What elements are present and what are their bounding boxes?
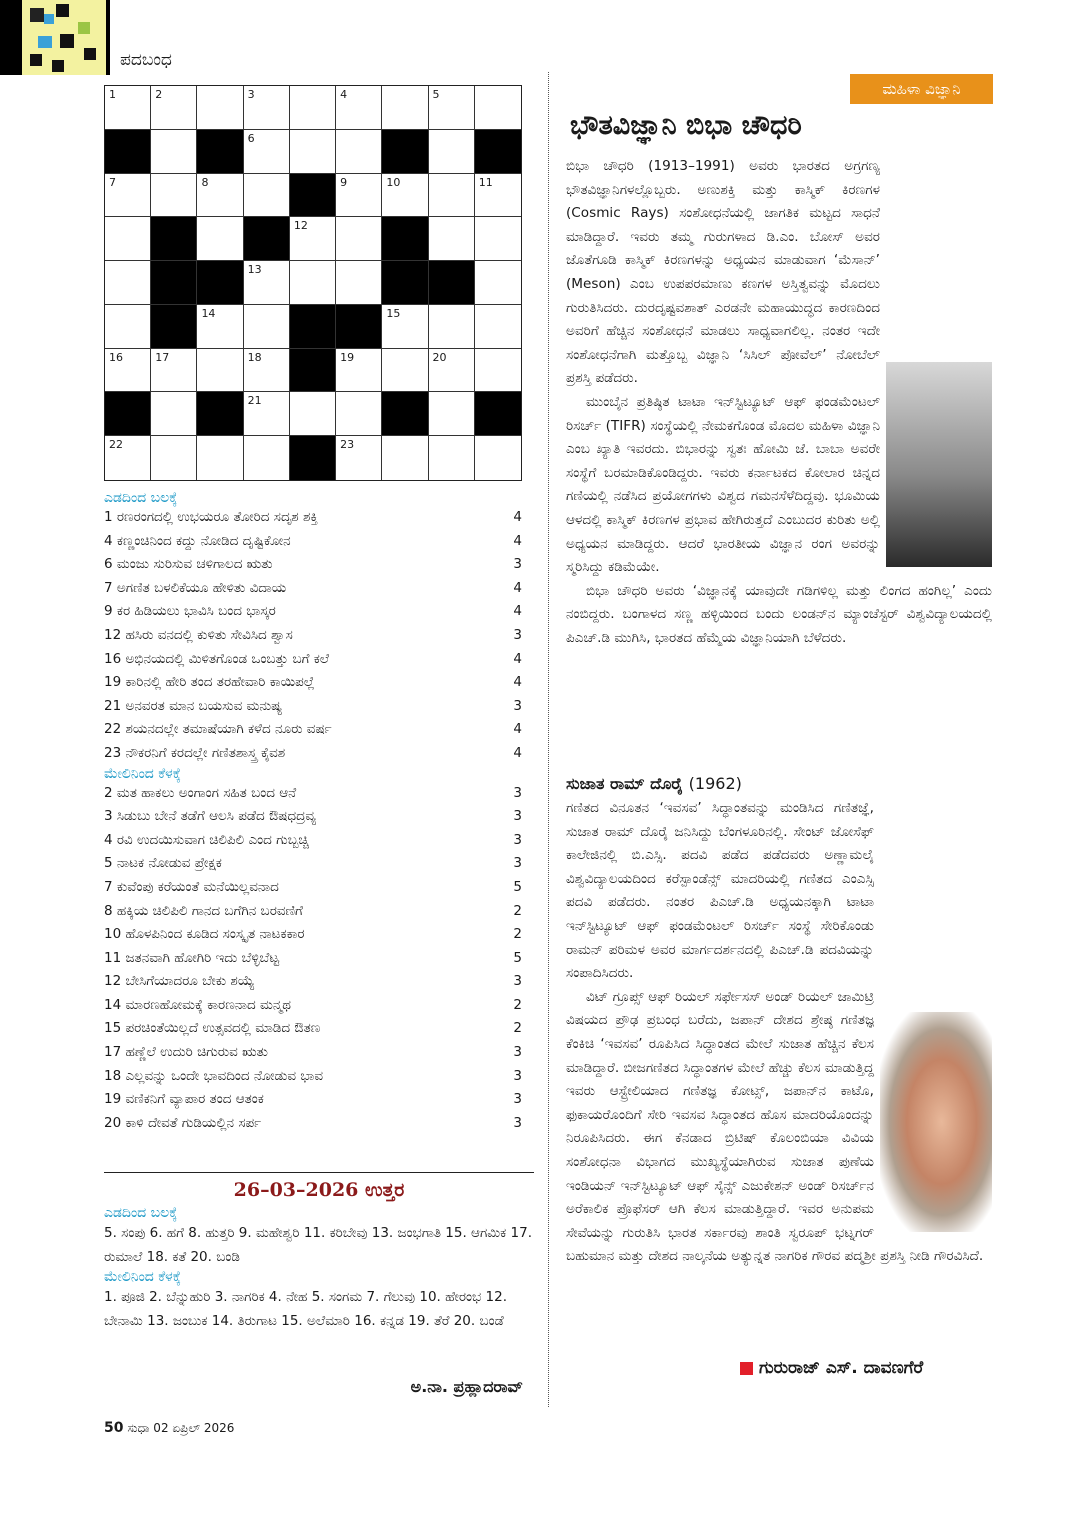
- grid-cell[interactable]: [475, 217, 521, 261]
- clue-row: [104, 1088, 522, 1112]
- grid-cell[interactable]: [475, 86, 521, 130]
- black-cell: [336, 305, 382, 349]
- grid-cell[interactable]: [105, 261, 151, 305]
- grid-cell[interactable]: [336, 392, 382, 436]
- clue-length: 2: [513, 1020, 522, 1037]
- clue-text: 8 ಹಕ್ಕಿಯ ಚಿಲಿಪಿಲಿ ಗಾನದ ಬಗೆಗಿನ ಬರವಣಿಗೆ: [104, 902, 303, 919]
- grid-cell[interactable]: [105, 217, 151, 261]
- clue-text: 5 ನಾಟಕ ನೋಡುವ ಪ್ರೇಕ್ಷಕ: [104, 855, 222, 872]
- photo-spacer: [874, 1012, 992, 1237]
- black-cell: [475, 392, 521, 436]
- across-clue-list: [104, 506, 522, 766]
- clue-row: [104, 600, 522, 624]
- clue-text: 12 ಹಸಿರು ವನದಲ್ಲಿ ಕುಳಿತು ಸೇವಿಸಿದ ಶ್ವಾಸ: [104, 626, 293, 643]
- answers-title: 26–03–2026 ಉತ್ತರ: [104, 1172, 534, 1201]
- clue-text: 2 ಮತ ಹಾಕಲು ಅಂಗಾಂಗ ಸಹಿತ ಬಂದ ಆನೆ: [104, 784, 297, 801]
- cell-number: 21: [247, 394, 262, 408]
- black-cell: [382, 217, 428, 261]
- grid-cell[interactable]: [475, 436, 521, 480]
- grid-cell[interactable]: [290, 86, 336, 130]
- grid-cell[interactable]: [429, 174, 475, 218]
- clue-length: 4: [513, 721, 522, 738]
- clue-row: [104, 1041, 522, 1065]
- black-cell: [290, 174, 336, 218]
- grid-cell[interactable]: [382, 174, 428, 218]
- grid-cell[interactable]: [197, 86, 243, 130]
- clue-row: [104, 923, 522, 947]
- clue-length: 4: [513, 650, 522, 667]
- black-cell: [382, 261, 428, 305]
- clue-row: [104, 671, 522, 695]
- grid-cell[interactable]: [244, 349, 290, 393]
- grid-cell[interactable]: [290, 261, 336, 305]
- clue-length: 4: [513, 603, 522, 620]
- bibha-para-3: ಬಿಭಾ ಚೌಧರಿ ಅವರು ‘ವಿಜ್ಞಾನಕ್ಕೆ ಯಾವುದೇ ಗಡಿಗಳಿಲ್ಲ ಮತ್ತು ಲಿಂಗದ ಹಂಗಿಲ್ಲ’ ಎಂದು ನಂಬಿದ್ದರು. ಬಂಗಾಳದ ಸಣ್ಣ ಹಳ್ಳಿಯಿಂದ ಬಂದು ಲಂಡನ್‌ನ ಮ್ಯಾಂಚೆಸ್ಟರ್ ವಿಶ್ವವಿದ್ಯಾಲಯದಲ್ಲಿ ಪಿಎಚ್.ಡಿ ಮುಗಿಸಿ, ಭಾರತದ ಹೆಮ್ಮೆಯ ವಿಜ್ಞಾನಿಯಾಗಿ ಬೆಳೆದರು.: [566, 582, 992, 646]
- cell-number: 13: [247, 263, 262, 277]
- grid-cell[interactable]: [336, 86, 382, 130]
- black-cell: [105, 392, 151, 436]
- black-cell: [382, 130, 428, 174]
- grid-cell[interactable]: [336, 130, 382, 174]
- cell-number: 17: [155, 350, 170, 364]
- cell-number: 2: [155, 88, 163, 101]
- clue-text: 12 ಬೇಸಿಗೆಯಾದರೂ ಬೇಕು ಶಯ್ಯೆ: [104, 973, 255, 990]
- grid-cell[interactable]: [429, 349, 475, 393]
- grid-cell[interactable]: [105, 174, 151, 218]
- grid-cell[interactable]: [151, 130, 197, 174]
- black-cell: [197, 130, 243, 174]
- grid-cell[interactable]: [197, 305, 243, 349]
- grid-cell[interactable]: [290, 392, 336, 436]
- clue-row: [104, 695, 522, 719]
- article-title: ಭೌತವಿಜ್ಞಾನಿ ಬಿಭಾ ಚೌಧರಿ: [570, 110, 802, 141]
- cell-number: 20: [432, 350, 447, 364]
- bibha-article: [566, 155, 992, 650]
- down-clue-list: [104, 782, 522, 1136]
- sujatha-name: ಸುಜಾತ ರಾಮ್ ದೊರೈ: [566, 774, 684, 793]
- cell-number: 8: [201, 175, 209, 189]
- clue-text: 11 ಜತನವಾಗಿ ಹೋಗಿರಿ ಇದು ಬೆಳ್ಳಿಬೆಟ್ಟ: [104, 949, 280, 966]
- section-tag: ಮಹಿಳಾ ವಿಜ್ಞಾನಿ: [850, 74, 993, 104]
- grid-cell[interactable]: [244, 261, 290, 305]
- grid-cell[interactable]: [429, 217, 475, 261]
- clue-text: 7 ಕುವೆಂಪು ಕರೆಯಂತೆ ಮನೆಯಿಲ್ಲವನಾದ: [104, 878, 279, 895]
- crossword-grid: [104, 85, 522, 481]
- across-heading: ಎಡದಿಂದ ಬಲಕ್ಕೆ: [104, 490, 178, 506]
- grid-cell[interactable]: [244, 436, 290, 480]
- grid-cell[interactable]: [429, 130, 475, 174]
- grid-cell[interactable]: [475, 261, 521, 305]
- cell-number: 7: [109, 175, 116, 189]
- cell-number: 14: [201, 306, 216, 320]
- clue-row: [104, 829, 522, 853]
- clues-section: [104, 490, 522, 1135]
- page-number: 50: [104, 1420, 124, 1436]
- black-cell: [290, 349, 336, 393]
- clue-row: [104, 947, 522, 971]
- grid-cell[interactable]: [197, 436, 243, 480]
- grid-cell[interactable]: [429, 436, 475, 480]
- clue-text: 16 ಅಭಿನಯದಲ್ಲಿ ಮಿಳಿತಗೊಂಡ ಒಂಬತ್ತು ಬಗೆ ಕಲೆ: [104, 650, 330, 667]
- clue-text: 23 ನೌಕರನಿಗೆ ಕರದಲ್ಲೇ ಗಣಿತಶಾಸ್ತ್ರ ಕೈವಶ: [104, 744, 286, 761]
- clue-text: 9 ಕರ ಹಿಡಿಯಲು ಭಾವಿಸಿ ಬಂದ ಭಾಸ್ಕರ: [104, 603, 276, 620]
- sujatha-article: [566, 797, 992, 1269]
- grid-cell[interactable]: [105, 305, 151, 349]
- grid-cell[interactable]: [429, 86, 475, 130]
- clue-length: 3: [513, 1114, 522, 1131]
- page-footer: [104, 1420, 234, 1436]
- clue-text: 19 ವಣಿಕನಿಗೆ ವ್ಯಾಪಾರ ತಂದ ಆತಂಕ: [104, 1091, 264, 1108]
- cell-number: 23: [340, 438, 355, 452]
- clue-length: 4: [513, 509, 522, 525]
- clue-length: 5: [513, 878, 522, 895]
- black-cell: [475, 130, 521, 174]
- cell-number: 6: [247, 131, 255, 145]
- grid-cell[interactable]: [382, 86, 428, 130]
- grid-cell[interactable]: [244, 392, 290, 436]
- grid-cell[interactable]: [382, 436, 428, 480]
- clue-row: [104, 1017, 522, 1041]
- clue-row: [104, 1112, 522, 1136]
- clue-length: 3: [513, 1091, 522, 1108]
- black-cell: [290, 305, 336, 349]
- clue-text: 14 ಮಾರಣಹೋಮಕ್ಕೆ ಕಾರಣನಾದ ಮನ್ಮಥ: [104, 996, 291, 1013]
- section-title: ಪದಬಂಧ: [120, 50, 172, 70]
- grid-cell[interactable]: [197, 349, 243, 393]
- cell-number: 12: [293, 219, 308, 233]
- sujatha-para-1: ಗಣಿತದ ವಿನೂತನ ‘ಇವಸವ’ ಸಿದ್ಧಾಂತವನ್ನು ಮಂಡಿಸಿದ ಗಣಿತಜ್ಞೆ, ಸುಜಾತ ರಾಮ್ ದೊರೈ ಜನಿಸಿದ್ದು ಬೆಂಗಳೂರಿನಲ್ಲಿ. ಸೇಂಟ್ ಜೋಸೆಫ್ ಕಾಲೇಜಿನಲ್ಲಿ ಬಿ.ಎಸ್ಸಿ. ಪದವಿ ಪಡೆದ ಪಡೆದವರು ಅಣ್ಣಾಮಲೈ ವಿಶ್ವವಿದ್ಯಾಲಯದಿಂದ ಕರೆಸ್ಪಾಂಡೆನ್ಸ್ ಮಾದರಿಯಲ್ಲಿ ಗಣಿತದ ಎಂಎಸ್ಸಿ ಪದವಿ ಪಡೆದರು. ನಂತರ ಪಿಎಚ್.ಡಿ ಅಧ್ಯಯನಕ್ಕಾಗಿ ಟಾಟಾ ಇನ್‌ಸ್ಟಿಟ್ಯೂಟ್ ಆಫ್ ಫಂಡಮೆಂಟಲ್ ರಿಸರ್ಚ್ ಸಂಸ್ಥೆ ಸೇರಿಕೊಂಡು ರಾಮನ್ ಪರಿಮಳ ಅವರ ಮಾರ್ಗದರ್ಶನದಲ್ಲಿ ಪಿಎಚ್.ಡಿ ಪದವಿಯನ್ನು ಸಂಪಾದಿಸಿದರು.: [566, 800, 874, 982]
- grid-cell[interactable]: [105, 349, 151, 393]
- sujatha-para-2: ವಿಟ್ ಗ್ರೂಪ್ಸ್ ಆಫ್ ರಿಯಲ್ ಸರ್ಫೇಸಸ್ ಅಂಡ್ ರಿಯಲ್ ಜಾಮಿಟ್ರಿ ವಿಷಯದ ಪ್ರೌಢ ಪ್ರಬಂಧ ಬರೆದು, ಜಪಾನ್ ದೇಶದ ಶ್ರೇಷ್ಠ ಗಣಿತಜ್ಞ ಕೆಂಕಿಚಿ ‘ಇವಸವ’ ರೂಪಿಸಿದ ಸಿದ್ಧಾಂತದ ಮೇಲೆ ಸುಜಾತ ಹೆಚ್ಚಿನ ಕೆಲಸ ಮಾಡಿದ್ದಾರೆ. ಬೀಜಗಣಿತದ ಸಿದ್ಧಾಂತಗಳ ಮೇಲೆ ಹೆಚ್ಚು ಕೆಲಸ ಮಾಡುತ್ತಿದ್ದ ಇವರು ಆಸ್ಟ್ರೇಲಿಯಾದ ಗಣಿತಜ್ಞ ಕೋಟ್ಸ್, ಜಪಾನ್‌ನ ಕಾಟೊ, ಫುಕಾಯರೊಂದಿಗೆ ಸೇರಿ ಇವಸವ ಸಿದ್ಧಾಂತದ ಹೊಸ ಮಾದರಿಯೊಂದನ್ನು ನಿರೂಪಿಸಿದರು. ಈಗ ಕೆನಡಾದ ಬ್ರಿಟಿಷ್ ಕೊಲಂಬಿಯಾ ವಿವಿಯ ಸಂಶೋಧನಾ ವಿಭಾಗದ ಮುಖ್ಯಸ್ಥೆಯಾಗಿರುವ ಸುಜಾತ ಪುಣೆಯ ಇಂಡಿಯನ್ ಇನ್‌ಸ್ಟಿಟ್ಯೂಟ್ ಆಫ್ ಸೈನ್ಸ್ ಎಜುಕೇಶನ್ ಅಂಡ್ ರಿಸರ್ಚ್‌ನ ಅರೆಕಾಲಿಕ ಪ್ರೊಫೆಸರ್ ಆಗಿ ಕೆಲಸ ಮಾಡುತ್ತಿದ್ದಾರೆ. ಇವರ ಅನುಪಮ ಸೇವೆಯನ್ನು ಗುರುತಿಸಿ ಭಾರತ ಸರ್ಕಾರವು ಶಾಂತಿ ಸ್ವರೂಪ್ ಭಟ್ನಗರ್ ಬಹುಮಾನ ಮತ್ತು ದೇಶದ ನಾಲ್ಕನೆಯ ಅತ್ಯುನ್ನತ ನಾಗರಿಕ ಗೌರವ ಪದ್ಮಶ್ರೀ ಪ್ರಶಸ್ತಿ ನೀಡಿ ಗೌರವಿಸಿದೆ.: [566, 988, 984, 1265]
- sujatha-title: [566, 774, 742, 794]
- clue-length: 2: [513, 902, 522, 919]
- clue-row: [104, 876, 522, 900]
- grid-cell[interactable]: [105, 436, 151, 480]
- clue-length: 3: [513, 556, 522, 573]
- cell-number: 11: [478, 175, 493, 189]
- clue-length: 3: [513, 808, 522, 825]
- crossword-author: ಅ.ನಾ. ಪ್ರಹ್ಲಾದರಾವ್: [410, 1377, 523, 1396]
- grid-cell[interactable]: [475, 349, 521, 393]
- clue-row: [104, 782, 522, 806]
- clue-row: [104, 852, 522, 876]
- answers-across-heading: ಎಡದಿಂದ ಬಲಕ್ಕೆ: [104, 1205, 178, 1221]
- clue-length: 3: [513, 855, 522, 872]
- clue-text: 7 ಅಗಣಿತ ಬಳಲಿಕೆಯೂ ಹೇಳಿತು ವಿದಾಯ: [104, 579, 287, 596]
- clue-row: [104, 553, 522, 577]
- grid-cell[interactable]: [197, 217, 243, 261]
- grid-cell[interactable]: [244, 130, 290, 174]
- grid-cell[interactable]: [244, 86, 290, 130]
- clue-text: 18 ಎಲ್ಲವನ್ನು ಒಂದೇ ಭಾವದಿಂದ ನೋಡುವ ಭಾವ: [104, 1067, 323, 1084]
- bibha-para-2: ಮುಂಬೈನ ಪ್ರತಿಷ್ಠಿತ ಟಾಟಾ ಇನ್‌ಸ್ಟಿಟ್ಯೂಟ್ ಆಫ್ ಫಂಡಮೆಂಟಲ್ ರಿಸರ್ಚ್ (TIFR) ಸಂಸ್ಥೆಯಲ್ಲಿ ನೇಮಕಗೊಂಡ ಮೊದಲ ಮಹಿಳಾ ವಿಜ್ಞಾನಿ ಎಂಬ ಖ್ಯಾತಿ ಇವರದು. ಬಿಭಾರನ್ನು ಸ್ವತಃ ಹೋಮಿ ಜೆ. ಬಾಬಾ ಅವರೇ ಸಂಸ್ಥೆಗೆ ಬರಮಾಡಿಕೊಂಡಿದ್ದರು. ಇವರು ಕರ್ನಾಟಕದ ಕೋಲಾರ ಚಿನ್ನದ ಗಣಿಯಲ್ಲಿ ನಡೆಸಿದ ಪ್ರಯೋಗಗಳು ವಿಶ್ವದ ಗಮನಸೆಳೆದಿದ್ದವು. ಭೂಮಿಯ ಆಳದಲ್ಲಿ ಕಾಸ್ಮಿಕ್ ಕಿರಣಗಳ ಪ್ರಭಾವ ಹೇಗಿರುತ್ತದೆ ಎಂಬುದರ ಕುರಿತು ಅಲ್ಲಿ ಅಧ್ಯಯನ ಮಾಡಿದ್ದರು. ಆದರೆ ಭಾರತೀಯ ವಿಜ್ಞಾನ ರಂಗ ಅವರನ್ನು ಸ್ಮರಿಸಿದ್ದು ಕಡಿಮೆಯೇ.: [566, 393, 880, 576]
- grid-cell[interactable]: [151, 86, 197, 130]
- black-cell: [382, 392, 428, 436]
- grid-cell[interactable]: [429, 392, 475, 436]
- clue-length: 2: [513, 926, 522, 943]
- clue-text: 22 ಶಯನದಲ್ಲೇ ತಮಾಷೆಯಾಗಿ ಕಳೆದ ನೂರು ವರ್ಷ: [104, 721, 332, 738]
- puzzle-logo-icon: [0, 0, 110, 75]
- grid-cell[interactable]: [429, 305, 475, 349]
- sujatha-year: (1962): [688, 774, 742, 793]
- clue-text: 6 ಮಂಜು ಸುರಿಸುವ ಚಳಿಗಾಲದ ಋತು: [104, 556, 273, 573]
- cell-number: 9: [340, 175, 348, 189]
- clue-row: [104, 900, 522, 924]
- down-heading: ಮೇಲಿನಿಂದ ಕೆಳಕ್ಕೆ: [104, 765, 181, 782]
- grid-cell[interactable]: [382, 349, 428, 393]
- cell-number: 22: [109, 438, 123, 452]
- clue-row: [104, 994, 522, 1018]
- clue-row: [104, 624, 522, 648]
- magazine-issue: ಸುಧಾ 02 ಏಪ್ರಿಲ್ 2026: [127, 1421, 235, 1435]
- clue-text: 15 ಪರಚಿಂತೆಯಿಲ್ಲದೆ ಉತ್ಸವದಲ್ಲಿ ಮಾಡಿದ ಔತಣ: [104, 1020, 321, 1037]
- grid-cell[interactable]: [475, 305, 521, 349]
- cell-number: 10: [386, 175, 401, 189]
- grid-cell[interactable]: [151, 436, 197, 480]
- grid-cell[interactable]: [290, 217, 336, 261]
- black-cell: [429, 261, 475, 305]
- clue-length: 3: [513, 831, 522, 848]
- cell-number: 18: [247, 350, 262, 364]
- clue-row: [104, 970, 522, 994]
- cell-number: 4: [340, 88, 348, 101]
- black-cell: [151, 305, 197, 349]
- clue-row: [104, 1065, 522, 1089]
- grid-cell[interactable]: [336, 217, 382, 261]
- grid-cell[interactable]: [197, 174, 243, 218]
- cell-number: 15: [386, 306, 401, 320]
- clue-length: 3: [513, 1067, 522, 1084]
- clue-row: [104, 577, 522, 601]
- grid-cell[interactable]: [244, 174, 290, 218]
- clue-length: 4: [513, 744, 522, 761]
- byline-square-icon: [740, 1362, 753, 1375]
- answers-section: [104, 1166, 534, 1333]
- clue-length: 4: [513, 579, 522, 596]
- byline: [740, 1358, 923, 1378]
- grid-cell[interactable]: [290, 130, 336, 174]
- grid-cell[interactable]: [151, 392, 197, 436]
- clue-text: 1 ರಣರಂಗದಲ್ಲಿ ಉಭಯರೂ ತೋರಿದ ಸದೃಶ ಶಕ್ತಿ: [104, 509, 318, 525]
- byline-author: ಗುರುರಾಜ್ ಎಸ್. ದಾವಣಗೆರೆ: [759, 1358, 924, 1378]
- grid-cell[interactable]: [105, 86, 151, 130]
- clue-text: 17 ಹಣ್ಣೆಲೆ ಉದುರಿ ಚಿಗುರುವ ಋತು: [104, 1044, 268, 1061]
- clue-row: [104, 506, 522, 530]
- answers-down-heading: ಮೇಲಿನಿಂದ ಕೆಳಕ್ಕೆ: [104, 1269, 181, 1285]
- black-cell: [151, 217, 197, 261]
- grid-cell[interactable]: [151, 174, 197, 218]
- cell-number: 3: [247, 88, 255, 101]
- answers-down-text: 1. ಪೂಜಿ 2. ಬೆನ್ನುಹುರಿ 3. ನಾಗರಿಕ 4. ನೇಹ 5. ಸಂಗಮ 7. ಗೆಲುವು 10. ಹೇರಂಭ 12. ಬೇನಾಮಿ 13. ಜಂಬುಕ 14. ತಿರುಗಾಟ 15. ಅಲೆಮಾರಿ 16. ಕನ್ನಡ 19. ತೆರೆ 20. ಬಂಡೆ: [104, 1289, 508, 1329]
- bibha-para-1: ಬಿಭಾ ಚೌಧರಿ (1913–1991) ಅವರು ಭಾರತದ ಅಗ್ರಗಣ್ಯ ಭೌತವಿಜ್ಞಾನಿಗಳಲ್ಲೊಬ್ಬರು. ಅಣುಶಕ್ತಿ ಮತ್ತು ಕಾಸ್ಮಿಕ್ ಕಿರಣಗಳ (Cosmic Rays) ಸಂಶೋಧನೆಯಲ್ಲಿ ಜಾಗತಿಕ ಮಟ್ಟದ ಸಾಧನೆ ಮಾಡಿದ್ದಾರೆ. ಇವರು ತಮ್ಮ ಗುರುಗಳಾದ ಡಿ.ಎಂ. ಬೋಸ್ ಅವರ ಜೊತೆಗೂಡಿ ಕಾಸ್ಮಿಕ್ ಕಿರಣಗಳನ್ನು ಅಧ್ಯಯನ ಮಾಡುವಾಗ ‘ಮೆಸಾನ್’ (Meson) ಎಂಬ ಉಪಪರಮಾಣು ಕಣಗಳ ಅಸ್ತಿತ್ವವನ್ನು ಮೊದಲು ಗುರುತಿಸಿದರು. ದುರದೃಷ್ಟವಶಾತ್ ಎರಡನೇ ಮಹಾಯುದ್ಧದ ಕಾರಣದಿಂದ ಅವರಿಗೆ ಹೆಚ್ಚಿನ ಸಂಶೋಧನೆ ಮಾಡಲು ಸಾಧ್ಯವಾಗಲಿಲ್ಲ. ನಂತರ ಇದೇ ಸಂಶೋಧನೆಗಾಗಿ ಮತ್ತೊಬ್ಬ ವಿಜ್ಞಾನಿ ‘ಸಿಸಿಲ್ ಪೋವೆಲ್’ ನೋಬೆಲ್ ಪ್ರಶಸ್ತಿ ಪಡೆದರು.: [566, 158, 880, 387]
- black-cell: [197, 392, 243, 436]
- clue-length: 3: [513, 626, 522, 643]
- black-cell: [244, 217, 290, 261]
- clue-length: 3: [513, 973, 522, 990]
- grid-cell[interactable]: [151, 349, 197, 393]
- clue-text: 3 ಸಿಡುಬು ಬೇನೆ ತಡೆಗೆ ಆಲಸಿ ಪಡೆದ ಔಷಧದ್ರವ್ಯ: [104, 808, 316, 825]
- answers-across-text: 5. ಸಂಪು 6. ಹಗೆ 8. ಹುತ್ತರಿ 9. ಮಹೇಶ್ವರಿ 11. ಕರಿಬೇವು 13. ಜಂಭಗಾತಿ 15. ಆಗಮಿಕ 17. ರುಮಾಲೆ 18. ಕತೆ 20. ಬಂಡಿ: [104, 1225, 533, 1265]
- grid-cell[interactable]: [336, 436, 382, 480]
- grid-cell[interactable]: [382, 305, 428, 349]
- photo-spacer: [880, 362, 992, 572]
- cell-number: 5: [432, 88, 440, 101]
- clue-text: 4 ರವಿ ಉದಯಿಸುವಾಗ ಚಿಲಿಪಿಲಿ ಎಂದ ಗುಬ್ಬಚ್ಚಿ: [104, 831, 309, 848]
- clue-text: 4 ಕಣ್ಣಂಚಿನಿಂದ ಕದ್ದು ನೋಡಿದ ದೃಷ್ಟಿಕೋನ: [104, 532, 291, 549]
- clue-length: 4: [513, 532, 522, 549]
- black-cell: [197, 261, 243, 305]
- cell-number: 19: [340, 350, 355, 364]
- clue-text: 19 ಕಾರಿನಲ್ಲಿ ಹೇರಿ ತಂದ ತರಹೇವಾರಿ ಕಾಯಿಪಲ್ಲೆ: [104, 674, 315, 691]
- clue-length: 5: [513, 949, 522, 966]
- clue-row: [104, 718, 522, 742]
- cell-number: 16: [109, 350, 123, 364]
- clue-text: 21 ಅನವರತ ಮಾನ ಬಯಸುವ ಮನುಷ್ಯ: [104, 697, 283, 714]
- puzzle-logo: [0, 0, 110, 75]
- grid-cell[interactable]: [336, 349, 382, 393]
- clue-text: 20 ಕಾಳಿ ದೇವತೆ ಗುಡಿಯಲ್ಲಿನ ಸರ್ಪ: [104, 1114, 262, 1131]
- grid-cell[interactable]: [244, 305, 290, 349]
- black-cell: [151, 261, 197, 305]
- clue-row: [104, 805, 522, 829]
- clue-row: [104, 530, 522, 554]
- grid-cell[interactable]: [336, 261, 382, 305]
- cell-number: 1: [109, 88, 116, 101]
- column-divider: [548, 72, 549, 1407]
- black-cell: [290, 436, 336, 480]
- clue-length: 2: [513, 996, 522, 1013]
- grid-cell[interactable]: [475, 174, 521, 218]
- grid-cell[interactable]: [336, 174, 382, 218]
- clue-length: 3: [513, 697, 522, 714]
- clue-length: 3: [513, 1044, 522, 1061]
- clue-length: 4: [513, 674, 522, 691]
- clue-row: [104, 742, 522, 766]
- clue-text: 10 ಹೊಳಪಿನಿಂದ ಕೂಡಿದ ಸಂಸ್ಕೃತ ನಾಟಕಕಾರ: [104, 926, 305, 943]
- clue-row: [104, 648, 522, 672]
- clue-length: 3: [513, 784, 522, 801]
- black-cell: [105, 130, 151, 174]
